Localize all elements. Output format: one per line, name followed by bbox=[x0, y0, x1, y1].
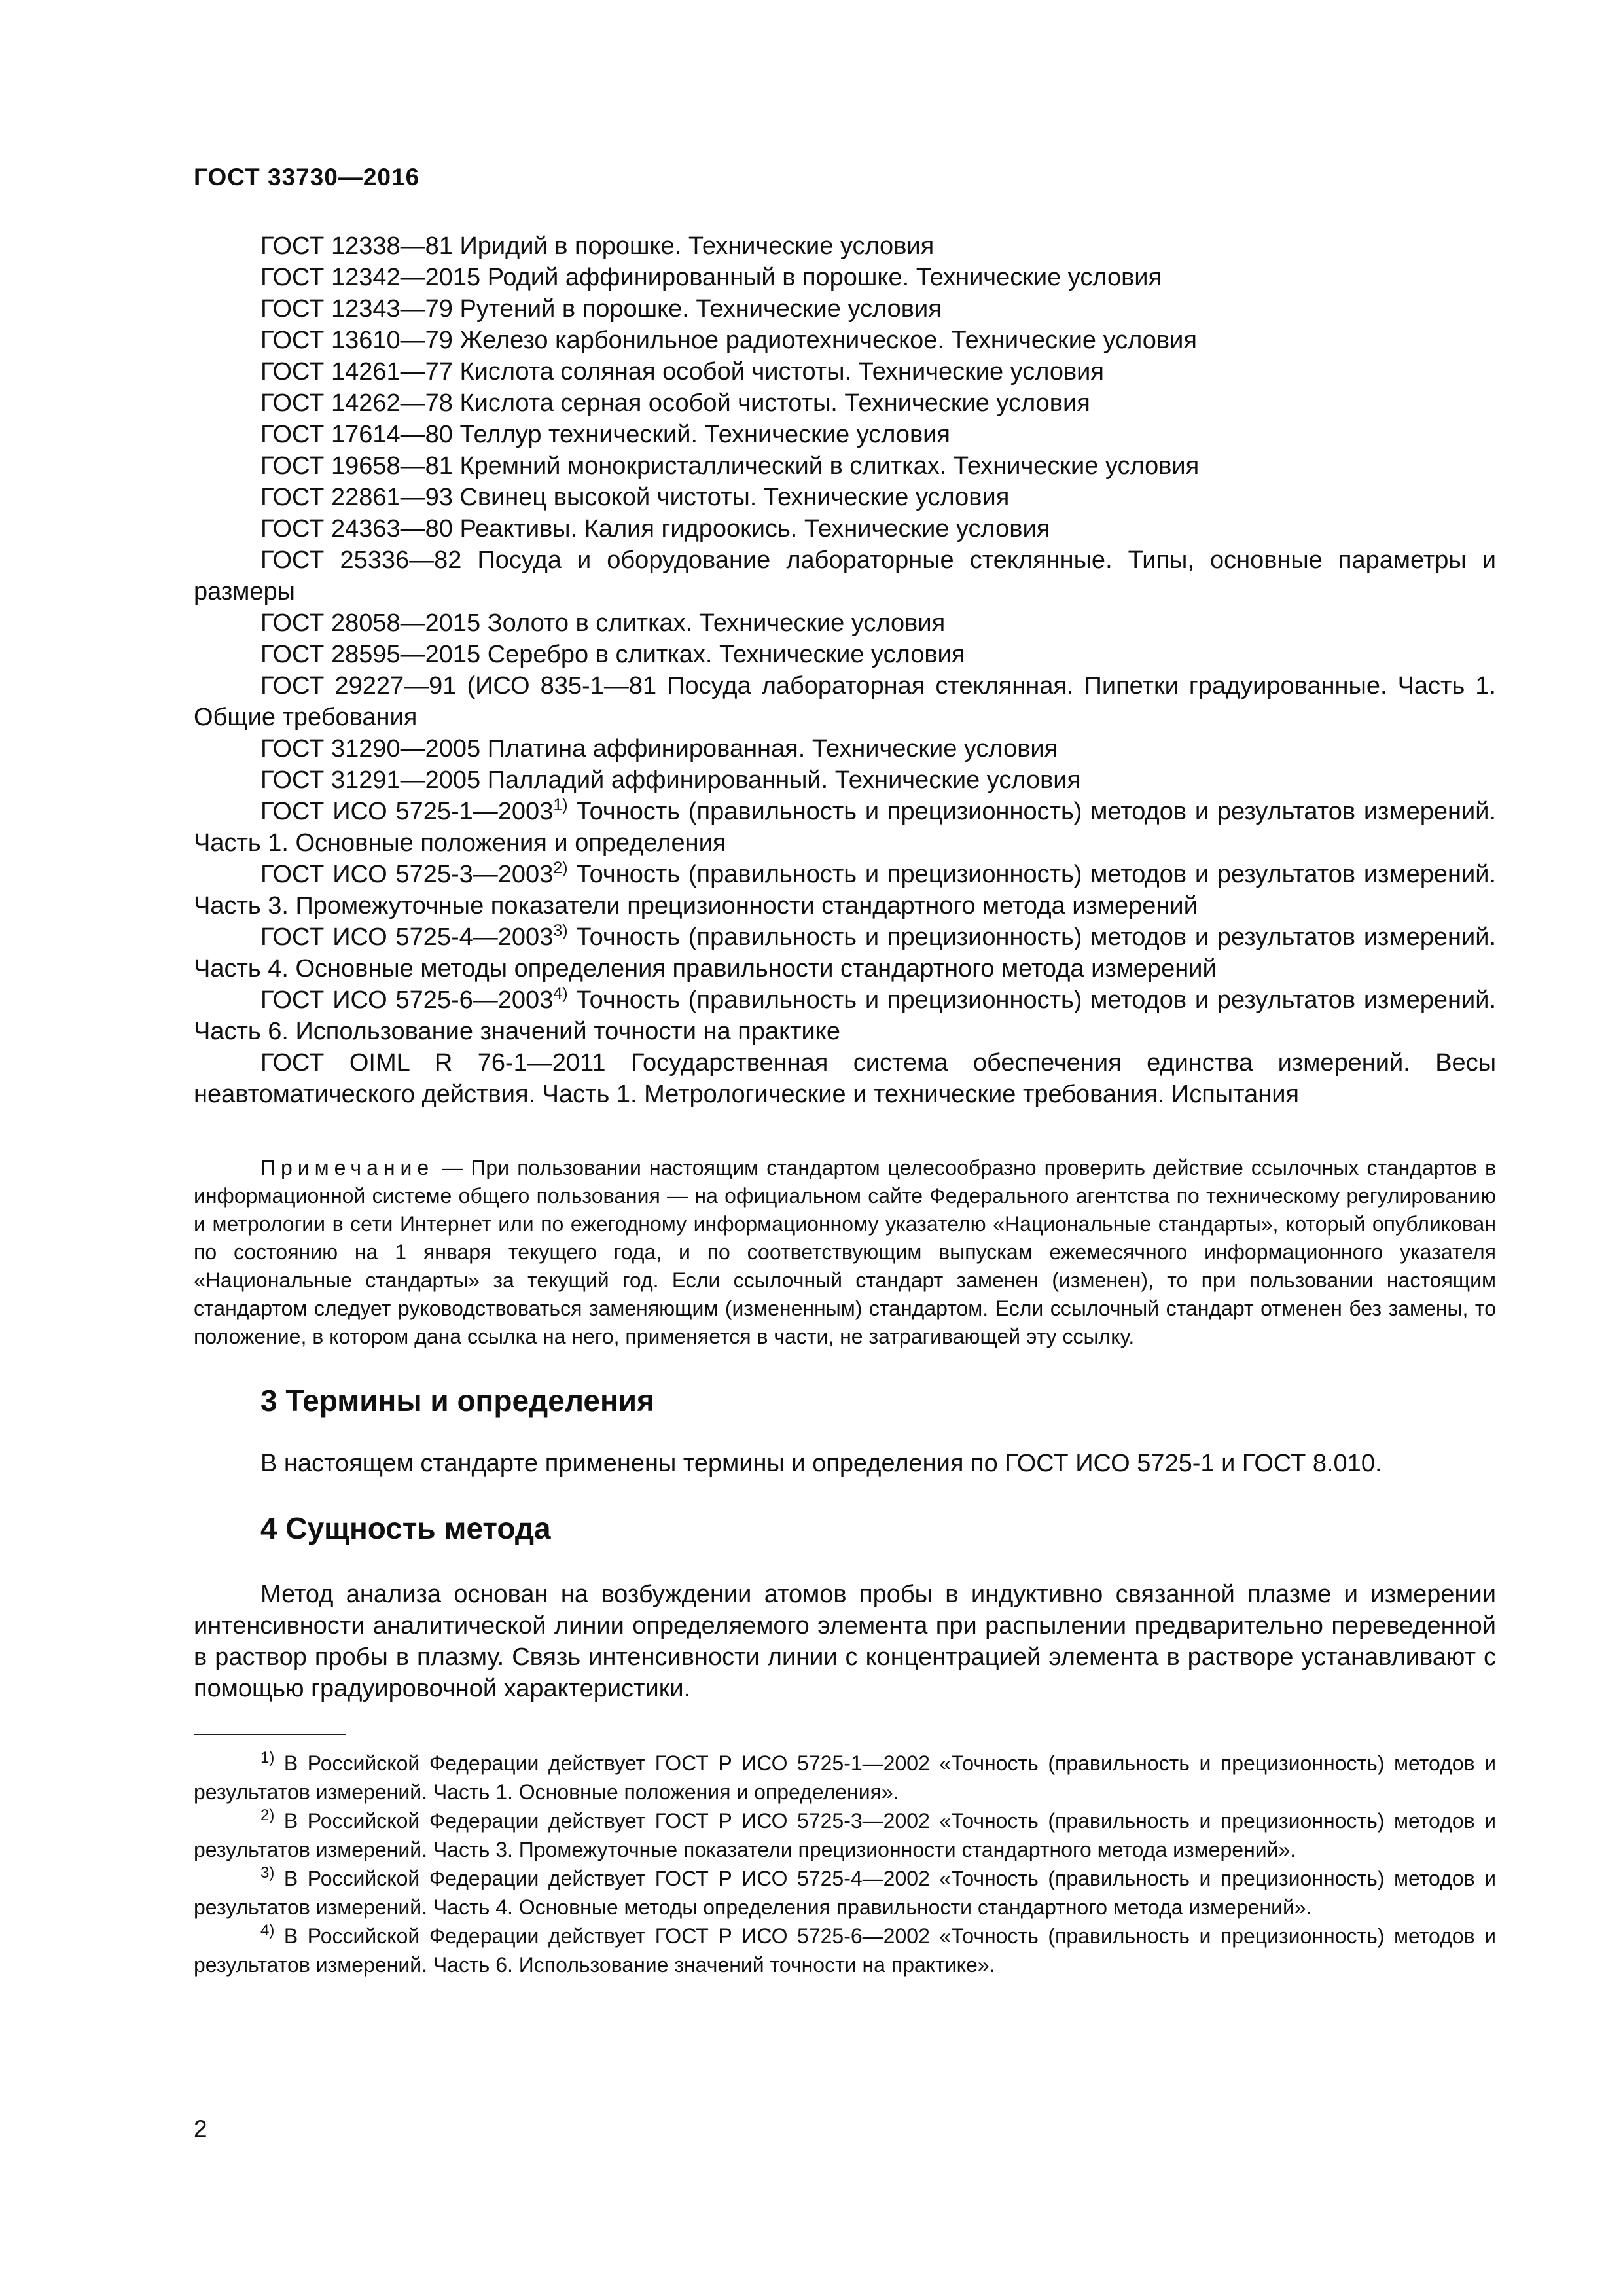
footnote: $^{3)}$ В Российской Федерации действует ГОСТ Р ИСО 5725-4—2002 «Точность (правильность и прецизионность) методов и результатов измерений. Часть 4. Основные методы определения правильности стандартного метода измерений». bbox=[194, 1864, 1497, 1919]
note-paragraph bbox=[194, 1154, 1496, 1351]
reference-item: ГОСТ 14261—77 Кислота соляная особой чистоты. Технические условия bbox=[260, 358, 1104, 386]
normative-references bbox=[194, 230, 1496, 1110]
section-4-heading: 4 Сущность метода bbox=[260, 1511, 551, 1545]
reference-item: ГОСТ 31290—2005 Платина аффинированная. Технические условия bbox=[260, 735, 1058, 762]
reference-item: ГОСТ 28058—2015 Золото в слитках. Технические условия bbox=[260, 609, 946, 637]
reference-item: ГОСТ 31291—2005 Палладий аффинированный. Технические условия bbox=[260, 766, 1081, 794]
reference-item: ГОСТ 24363—80 Реактивы. Калия гидроокись. Технические условия bbox=[260, 515, 1050, 543]
footnote: $^{1)}$ В Российской Федерации действует ГОСТ Р ИСО 5725-1—2002 «Точность (правильность и прецизионность) методов и результатов измерений. Часть 1. Основные положения и определения». bbox=[194, 1749, 1497, 1804]
footnote-marker[interactable]: 2) bbox=[553, 859, 568, 877]
footnote-mark: 4) bbox=[260, 1922, 275, 1939]
section-3-text: В настоящем стандарте применены термины и определения по ГОСТ ИСО 5725-1 и ГОСТ 8.010. bbox=[260, 1450, 1382, 1477]
footnote-marker[interactable]: 4) bbox=[553, 984, 568, 1003]
reference-item: ГОСТ 28595—2015 Серебро в слитках. Технические условия bbox=[260, 641, 965, 668]
reference-item: ГОСТ 12338—81 Иридий в порошке. Технические условия bbox=[260, 232, 935, 260]
footnote: $^{2)}$ В Российской Федерации действует ГОСТ Р ИСО 5725-3—2002 «Точность (правильность и прецизионность) методов и результатов измерений. Часть 3. Промежуточные показатели прецизионности стандартного метода измерений». bbox=[194, 1806, 1497, 1861]
reference-item: ГОСТ 12343—79 Рутений в порошке. Технические условия bbox=[260, 295, 942, 323]
footnote-divider bbox=[194, 1734, 346, 1735]
footnote: $^{4)}$ В Российской Федерации действует ГОСТ Р ИСО 5725-6—2002 «Точность (правильность и прецизионность) методов и результатов измерений. Часть 6. Использование значений точности на практике». bbox=[194, 1922, 1497, 1977]
reference-item: ГОСТ 14262—78 Кислота серная особой чистоты. Технические условия bbox=[260, 389, 1090, 417]
reference-item: ГОСТ ИСО 5725-4—2003$^{3)}$ Точность (правильность и прецизионность) методов и результатов измерений. Часть 4. Основные методы определения правильности стандартного метода измерений bbox=[194, 922, 1496, 982]
note-text: — При пользовании настоящим стандартом целесообразно проверить действие ссылочных стандартов в информационной системе общего пользования — на официальном сайте Федерального агентства по техническому регулированию и метрологии в сети Интернет или по ежегодному информационному указателю «Национальные стандарты», который опубликован по состоянию на 1 января текущего года, и по соответствующим выпускам ежемесячного информационного указателя «Национальные стандарты» за текущий год. Если ссылочный стандарт заменен (изменен), то при пользовании настоящим стандартом следует руководствоваться заменяющим (измененным) стандартом. Если ссылочный стандарт отменен без замены, то положение, в котором дана ссылка на него, применяется в части, не затрагивающей эту ссылку. bbox=[194, 1156, 1496, 1348]
footnote-mark: 3) bbox=[260, 1864, 275, 1882]
reference-item: ГОСТ 12342—2015 Родий аффинированный в порошке. Технические условия bbox=[260, 264, 1162, 291]
section-3-heading: 3 Термины и определения bbox=[260, 1384, 654, 1418]
reference-item: ГОСТ 22861—93 Свинец высокой чистоты. Технические условия bbox=[260, 484, 1010, 511]
reference-item: ГОСТ ИСО 5725-1—2003$^{1)}$ Точность (правильность и прецизионность) методов и результатов измерений. Часть 1. Основные положения и определения bbox=[194, 796, 1496, 857]
footnote-marker[interactable]: 1) bbox=[553, 796, 568, 814]
section-4-text: Метод анализа основан на возбуждении атомов пробы в индуктивно связанной плазме и измерении интенсивности аналитической линии определяемого элемента при распылении предварительно переведенной в раствор пробы в плазму. Связь интенсивности линии с концентрацией элемента в растворе устанавливают с помощью градуировочной характеристики. bbox=[194, 1581, 1496, 1702]
reference-item: ГОСТ 19658—81 Кремний монокристаллический в слитках. Технические условия bbox=[260, 452, 1200, 480]
document-header: ГОСТ 33730—2016 bbox=[194, 164, 420, 190]
footnote-mark: 2) bbox=[260, 1806, 275, 1824]
footnotes bbox=[194, 1749, 1496, 1979]
reference-item: ГОСТ ИСО 5725-3—2003$^{2)}$ Точность (правильность и прецизионность) методов и результатов измерений. Часть 3. Промежуточные показатели прецизионности стандартного метода измерений bbox=[194, 859, 1496, 920]
reference-item: ГОСТ ИСО 5725-6—2003$^{4)}$ Точность (правильность и прецизионность) методов и результатов измерений. Часть 6. Использование значений точности на практике bbox=[194, 984, 1496, 1045]
footnote-mark: 1) bbox=[260, 1749, 275, 1767]
page-number: 2 bbox=[194, 2115, 207, 2142]
reference-item: ГОСТ 29227—91 (ИСО 835-1—81 Посуда лабораторная стеклянная. Пипетки градуированные. Часть 1. Общие требования bbox=[194, 672, 1496, 731]
reference-item: ГОСТ 13610—79 Железо карбонильное радиотехническое. Технические условия bbox=[260, 327, 1197, 354]
reference-item: ГОСТ OIML R 76-1—2011 Государственная система обеспечения единства измерений. Весы неавтоматического действия. Часть 1. Метрологические и технические требования. Испытания bbox=[194, 1049, 1497, 1108]
reference-item: ГОСТ 17614—80 Теллур технический. Технические условия bbox=[260, 421, 950, 448]
reference-item: ГОСТ 25336—82 Посуда и оборудование лабораторные стеклянные. Типы, основные параметры и размеры bbox=[194, 547, 1496, 605]
footnote-marker[interactable]: 3) bbox=[553, 922, 568, 940]
note-label: Примечание bbox=[260, 1156, 435, 1179]
